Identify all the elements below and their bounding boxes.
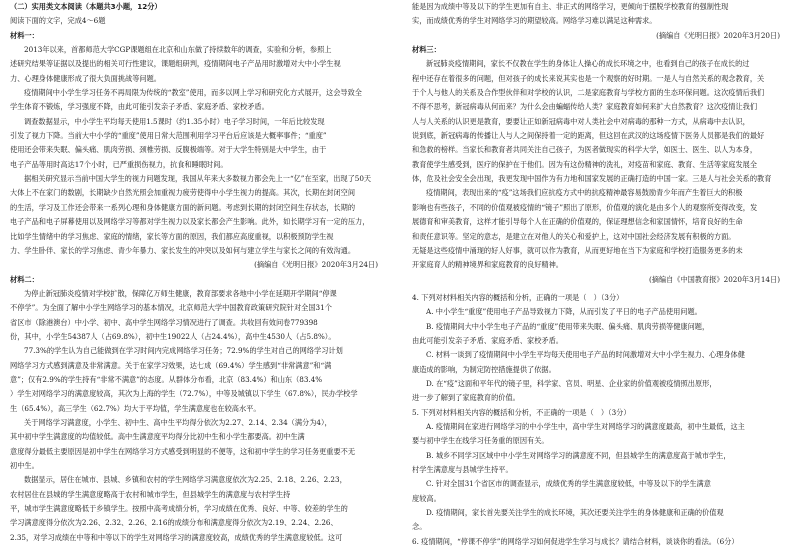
material3-line: 不得不思考，新冠病毒从何而来？为什么会由蝙蝠传给人类？家庭教育如何来扩大自然教育？这次疫情让我们 (412, 102, 758, 112)
q4-option-a: A. 中小学生“重度”使用电子产品导致视力下降，从而引发了平日的电子产品使用问题。 (426, 307, 702, 317)
material1-line: 的生活，学习及工作还会带来一系列心理和身体健康方面的新问题。考虑到长期的封闭空间生存状态，长期的 (10, 202, 356, 212)
material1-line: 大体上不在家门的数剧，长期缺少自然光照会加重视力疲劳使得中小学生视力的提高。其次，长期在封闭空间 (10, 188, 356, 198)
material3-line: 体，危及社会安全会出现，我更发现中国作为有力地和国家发展的正确打造的中国一家。三是人与社会关系的教育 (412, 174, 772, 184)
material2-source: (摘编自《光明日报》2020年3月20日) (656, 30, 780, 40)
q4-option-c-cont: 康造成的影响，为制定防控措施提供了依据。 (412, 364, 556, 374)
question-5-stem: 5. 下列对材料相关内容的概括和分析，不正确的一项是（ ）（3分） (412, 407, 631, 417)
material3-line: 和责任意识等。坚定的意志，是建立在对他人的关心和爱护上，这对中国社会经济发展有积极的方面。 (412, 231, 736, 241)
material2-continued (412, 0, 788, 43)
question-4-options (412, 305, 788, 405)
q5-option-a-cont: 要与初中学生在线学习任务重的原因有关。 (412, 436, 549, 446)
material2-line: 份，其中，小学生54387人（占69.8%），初中生19022人（占24.4%），高中生4530人（占5.8%）。 (10, 331, 336, 341)
q4-option-b-cont: 由此可能引发亲子矛盾、家庭矛盾、家校矛盾。 (412, 335, 563, 345)
material2-line: 省区市（除港澳台）中小学、初中、高中学生网络学习情况进行了调查。共收回有效问卷779398 (10, 317, 318, 327)
q4-option-d-cont: 进一步了解到了家庭教育的价值。 (412, 393, 520, 403)
material1-line: 比如学生情绪中的学习焦虑、家庭的情绪，家长等方面的原因，我们都应高度重视，以积极预防学生视 (10, 231, 334, 241)
instruction: 阅读下面的文字，完成4～6题 (10, 16, 106, 26)
material3-line: 影响也有些孩子，不同的价值观被疫情的“镜子”照出了原形，价值观的演化是由多个人的观察所变得改变，发 (412, 202, 758, 212)
q5-option-a: A. 疫情期间在家进行网络学习的中小学生中，高中学生对网络学习的满意度最高，初中生最低，这主 (426, 421, 745, 431)
material2-body (10, 287, 386, 545)
section-title: （二）实用类文本阅读（本题共3小题，12分） (10, 2, 162, 11)
material1-line: 力、学生卧伴、家长的学习焦虑、青少年暴力、家长发生的冲突以及如何与建立学生与家长之间的有效沟通。 (10, 245, 356, 255)
material3-line: 无疑是这些疫情中涌现的好人好事，就可以作为教育，从而更好地在当下为家庭和学校打造服务更多的未 (412, 245, 743, 255)
material3-line: 和急救的榜样。当家长和教育者共同关注自己孩子，为医者做现实的科学大学，如医士、医生、以人为本身， (412, 145, 758, 155)
material1-line: 电子产品等用时高达17个小时，已严重损伤视力，抗食和睡眠时间。 (10, 159, 228, 169)
q4-option-d: D. 在“疫”这面和平年代的镜子里，科学家、官员、明星、企业家的价值观被疫情照出原形， (426, 378, 717, 388)
right-column (412, 0, 788, 550)
material2-line: 数据显示，居住在城市、县城、乡镇和农村的学生网络学习满意度依次为2.25、2.18、2.26、2.23， (24, 475, 347, 485)
material2-line: 学习满意度得分依次为2.26、2.32、2.26、2.16的成绩分布和满意度得分依次为2.19、2.24、2.26、 (10, 518, 338, 528)
material3-line: 于个人与他人的关系及合作型伙伴和对学校的认识，二是家庭教育与学校方面的生态环保问题。这次疫情后我们 (412, 88, 765, 98)
material1-source: (摘编自《光明日报》2020年3月24日) (254, 260, 378, 270)
material1-line: 力、心理身体健康形成了很大负面挑战等问题。 (10, 73, 161, 83)
question-4-stem: 4. 下列对材料相关内容的概括和分析，正确的一项是（ ）（3分） (412, 292, 624, 302)
material1-line: 疫情期间中小学生学习任务不再局限为传统的“教室”使用，而多以网上学习和研究化方式展开，这会导致全 (24, 88, 362, 98)
q5-option-c-cont: 度较高。 (412, 493, 441, 503)
q4-option-b: B. 疫情期间大中小学生电子产品的“重度”使用带来失眠、偏头痛、肌肉劳损等健康问题， (426, 321, 710, 331)
material2-line: 意”；仅有2.9%的学生持有“非常不满意”的态度。从群体分布看，北京（83.4%）和山东（83.4% (10, 374, 323, 384)
material2-line: 2.35，对学习成绩在中等和中等以下的学生对网络学习的满意度较高，成绩优秀的学生满意度较低。这可 (10, 532, 343, 542)
material1-label: 材料一： (10, 30, 39, 40)
material1-line: 电子产品和电子屏幕使用以及网络学习等都对学生视力以及家长都会产生影响。此外，如长期学习有一定的压力， (10, 217, 370, 227)
material1-line: 调查数据显示，中小学生平均每天使用1.5课时（约1.35小时）电子学习时间，一年后比较发现 (24, 116, 325, 126)
material2-line: 农村居住在县城的学生满意度略高于农村和城市学生，但县城学生的满意度与农村学生持 (10, 489, 291, 499)
material3-line: 教育使学生感受到，医疗的保护在于他们。因为有这份精神的洗礼，对疫苗和家庭、教育、生活等家庭发展全 (412, 159, 758, 169)
material3-label: 材料三： (412, 45, 441, 55)
material2-line: 实，而成绩优秀的学生对网络学习的期望较高。网络学习难以满足这种需求。 (412, 16, 657, 26)
material3-line: 展德育和审美教育，这样才能引导每个人在正确的价值观的，保证理想信念和家国情怀，培育良好的生命 (412, 217, 743, 227)
material1-line: 2013年以来，首都师范大学CGP课题组在北京和山东做了持续数年的调查，实验和分析，参照上 (24, 45, 332, 55)
material1-body (10, 43, 386, 273)
left-column (10, 0, 386, 550)
q5-option-b-cont: 村学生满意度与县城学生持平。 (412, 465, 513, 474)
material3-body (412, 57, 788, 287)
q5-option-c: C. 针对全国31个省区市的调查显示，成绩优秀的学生满意度较低，中等及以下的学生满意 (426, 479, 711, 489)
material2-line: 初中生。 (10, 461, 39, 470)
material1-line: 使用还会带来失眠、偏头痛、肌肉劳损、颈椎劳损、反腹极端等。对于大学生特别是大中学生，由于 (10, 145, 327, 155)
material2-line: ）学生对网络学习的满意度较高，其次为上海的学生（72.7%），中等及城镇以下学生（67.8%），民办学校学 (10, 389, 358, 399)
material1-line: 学生体育不锻炼，学习强度不降，由此可能引发亲子矛盾、家庭矛盾、家校矛盾。 (10, 102, 269, 112)
q4-option-c: C. 材料一谈到了疫情期间中小学生平均每天使用电子产品的时间激增对大中小学生视力、心理身体健 (426, 350, 745, 360)
material1-line: 述研究结果等证据以及提出的相关可行性建议，课题组研判，疫情期间电子产品用时激增对大中小学生视 (10, 59, 341, 69)
question-5-options (412, 420, 788, 535)
material2-line: 网络学习方式感到满意及非常满意。关于在家学习效果，达七成（69.4%）学生感到“非常满意”和“满 (10, 360, 332, 370)
material3-line: 说到底，新冠病毒的传播让人与人之间保持着一定的距离，但这回在武汉的这场疫情下医务人员都是我们的最好 (412, 131, 765, 141)
material2-line: 其中初中学生满意度的均值较低。高中生满意度平均得分比初中生和小学生都要高。初中生满 (10, 432, 305, 442)
material3-line: 人与人关系的认识更是教育，要要让正如新冠病毒中对人类社会中对病毒的那种一方式，从病毒中去认识， (412, 116, 750, 126)
material2-line: 能是因为成绩中等及以下的学生更加有自主、非正式的网络学习，更倾向于摆脱学校教育的强制性现 (412, 2, 729, 11)
material3-line: 新冠肺炎疫情期间，家长不仅教在学生的身体让人操心的成长环境之中，也看到自己的孩子在成长的过 (426, 59, 750, 69)
material2-line: 关于网络学习满意度，小学生、初中生、高中生平均得分依次为2.27、2.14、2.34（满分为4）， (24, 417, 332, 427)
material2-line: 不停学”。为全面了解中小学生网络学习的基本情况，北京师范大学中国教育政策研究院针对全国31个 (10, 303, 332, 313)
material2-line: 为停止新冠肺炎疫情对学校扩散，保障亿万师生健康，教育部要求各地中小学在延期开学期间“停课 (24, 288, 337, 298)
material2-line: 平，城市学生满意度略低于乡镇学生。按照中高考成绩分析，学习成绩在优秀、良好、中等、较差的学生的 (10, 504, 348, 514)
q5-option-d: D. 疫情期间，家长首先要关注学生的成长环境，其次还要关注学生的身体健康和正确的价值观 (426, 508, 724, 518)
material3-line: 疫情期间，表现出来的“疫”这场我们应抗疫方式中的抗疫精神最容易鼓励青少年而产生着巨大的积极 (426, 188, 743, 198)
material1-line: 据相关研究显示当前中国大学生的视力问题发现，我国从年来大多数视力都会先上一“亿”在至家，出现了50天 (24, 174, 372, 184)
q5-option-b: B. 城乡不同学习区域中中小学生对网络学习的满意度不同，但县城学生的满意度高于城市学生， (426, 450, 731, 460)
material2-line: 生（65.4%），高三学生（62.7%）均大于平均值，学生满意度也在较高水平。 (10, 403, 261, 413)
material1-line: 引发了视力下降。当前大中小学的“重度”使用日常大范围利用学习平台后应该是大概率事件；“重度” (10, 131, 327, 141)
question-6-stem: 6. 疫情期间，“停课不停学”的网络学习如何促进学生学习与成长？请结合材料，谈谈你的看法。（6分） (412, 536, 739, 546)
material2-label: 材料二： (10, 274, 39, 284)
material3-line: 开家庭育人的精神境界和家庭教育的良好精神。 (412, 260, 563, 270)
material2-line: 77.3%的学生认为自己能做到在学习时间内完成网络学习任务；72.9%的学生对自己的网络学习计划 (24, 346, 343, 356)
material3-source: (摘编自《中国教育报》2020年3月14日) (648, 274, 780, 284)
q5-option-d-cont: 念。 (412, 522, 427, 532)
material3-line: 程中还存在着很多的问题，但对孩子的成长来说其实也是一个观察的好时期。一是人与自然关系的观念教育，关 (412, 73, 765, 83)
material2-line: 意度得分最低主要原因是初中学生在网络学习方式感受到明显的不便等，这和初中学生的学习任务更重要不无 (10, 446, 356, 456)
